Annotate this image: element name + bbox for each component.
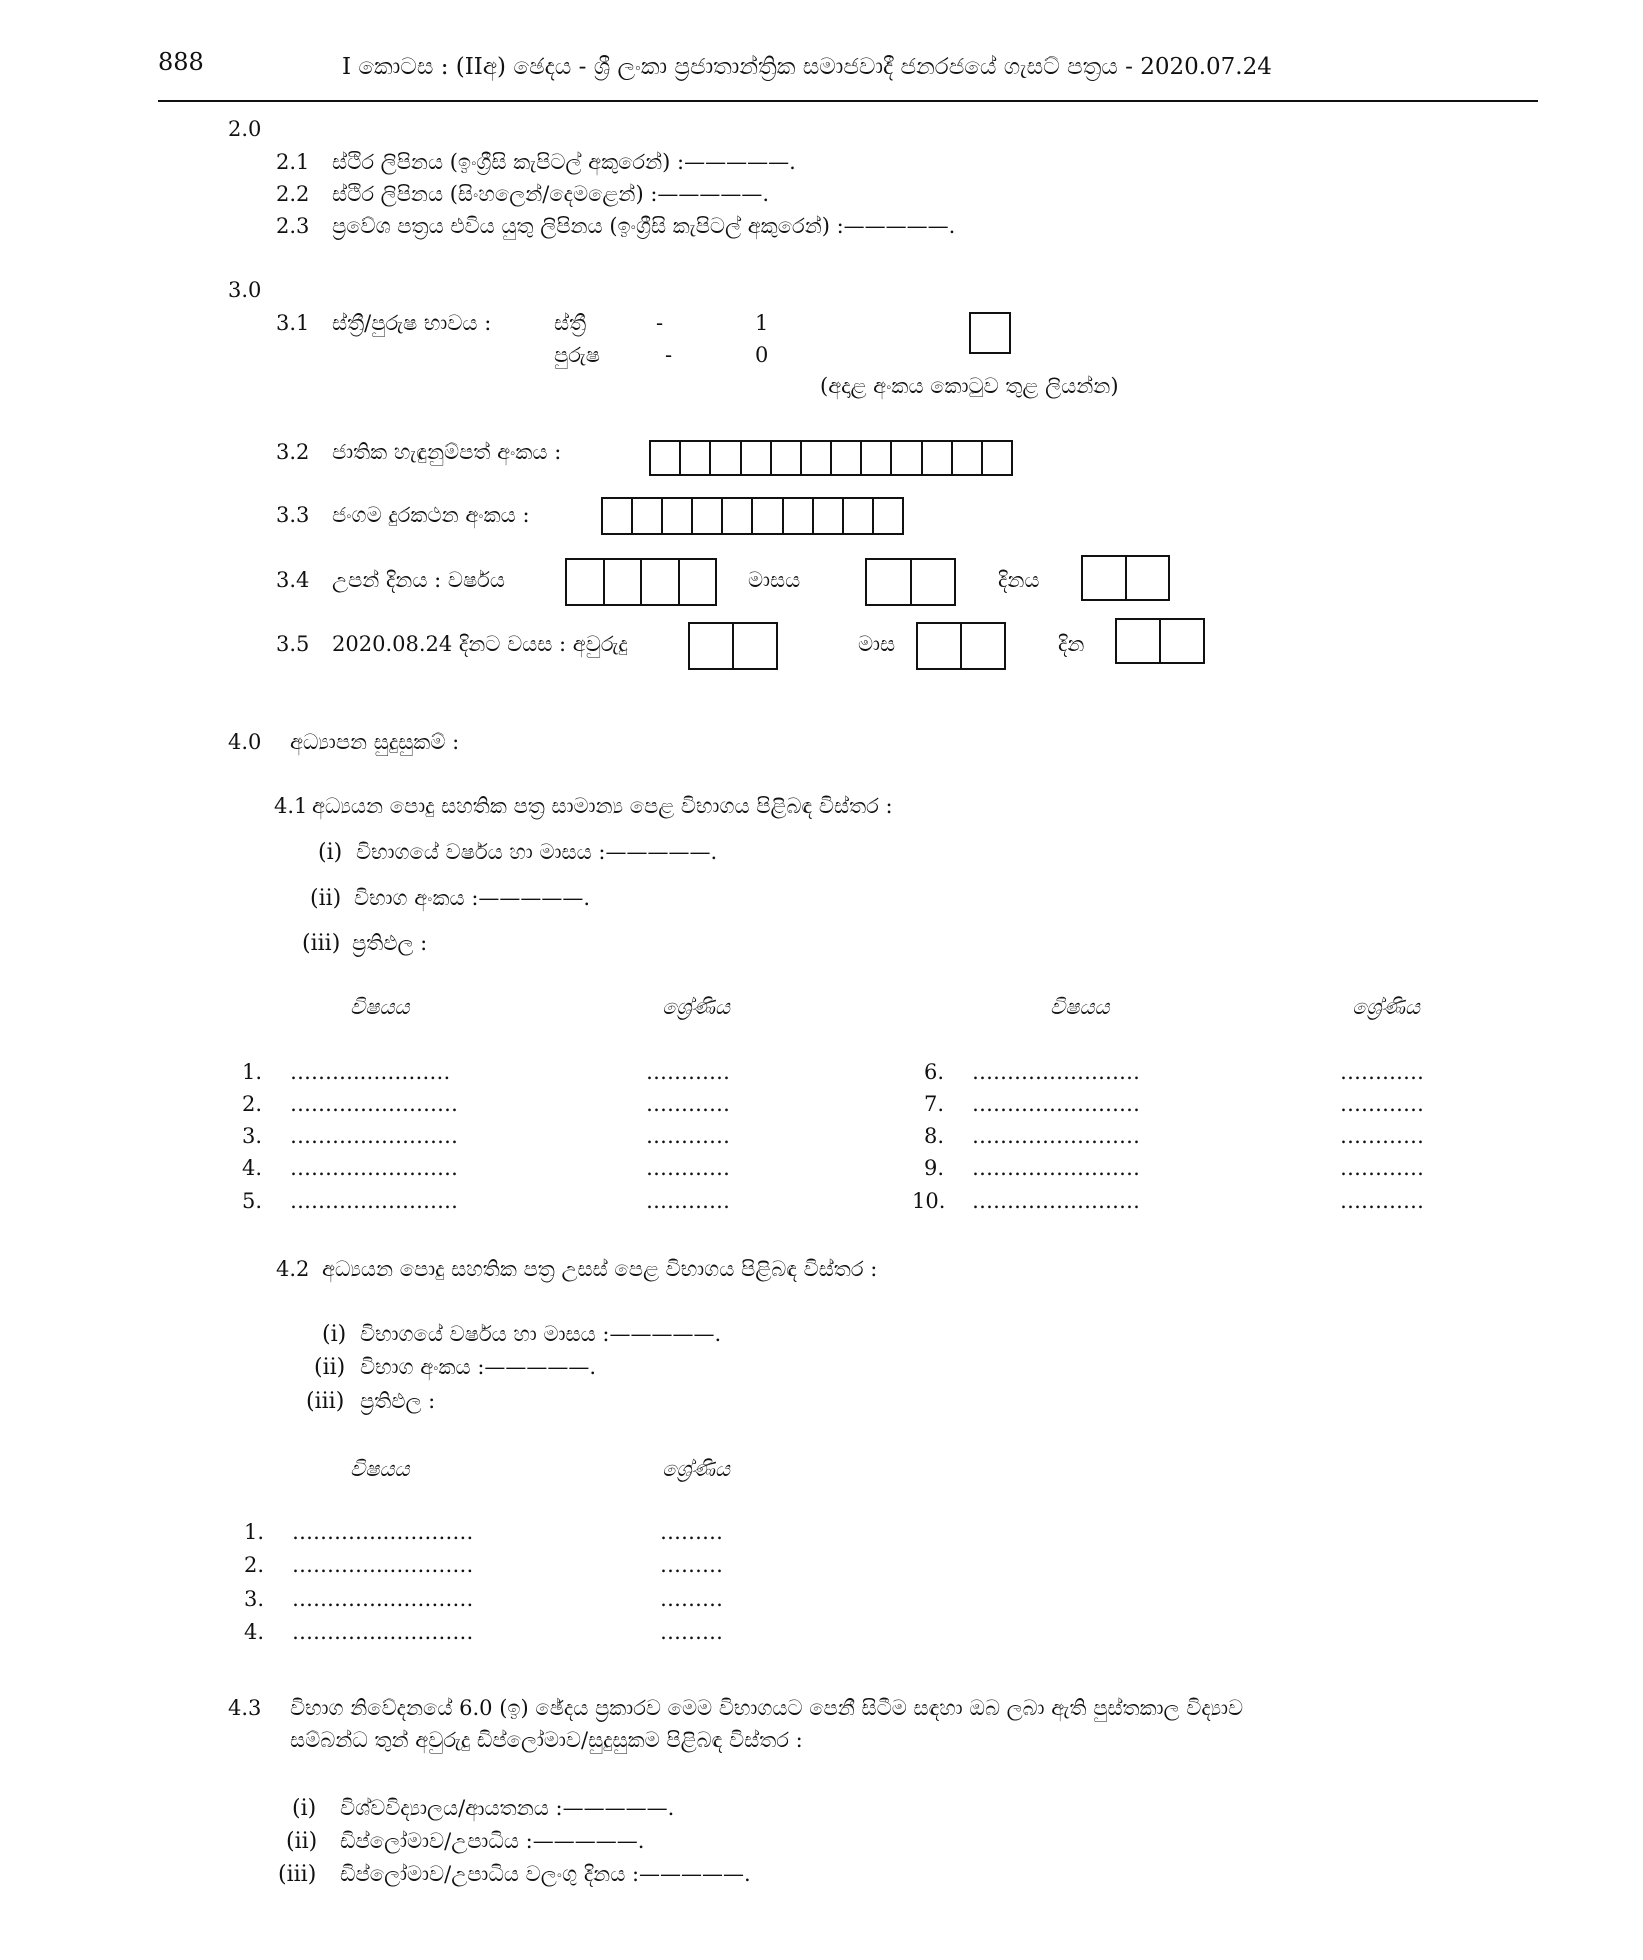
grade-field[interactable]: ……… (660, 1587, 723, 1611)
subject-field[interactable]: ………..………… (290, 1060, 451, 1084)
grade-field[interactable]: ……… (660, 1520, 723, 1544)
grade-field[interactable]: ………… (1340, 1060, 1424, 1084)
table-row-number: 2. (244, 1553, 265, 1577)
table-row-number: 3. (244, 1587, 265, 1611)
page-title: I කොටස : (IIඅ) ඡෙදය - ශ්‍රී ලංකා ප්‍රජාතාන්ත්‍රික සමාජවාදී ජනරජයේ ගැසට් පත්‍රය - 2020.07.24 (342, 54, 1272, 80)
table-row-number: 4. (244, 1620, 265, 1644)
al-exam-index: විභාග අංකය :—————. (360, 1355, 597, 1379)
item-4-3-number: 4.3 (228, 1696, 262, 1720)
table-row-number: 1. (242, 1060, 263, 1084)
gender-male-dash: - (665, 343, 673, 367)
subject-field[interactable]: …………………… (290, 1092, 458, 1116)
ol-col-subject-right: විෂයය (1050, 995, 1110, 1019)
diploma-description-line-1: විභාග නිවේදනයේ 6.0 (ඉ) ඡේදය ප්‍රකාරව මෙම විභාගයට පෙනී සිටීම සඳහා ඔබ ලබා ඇති පුස්තකාල විද්‍යාව (290, 1696, 1244, 1720)
table-row-number: 7. (924, 1092, 945, 1116)
al-item-iii-number: (iii) (306, 1389, 345, 1414)
al-exam-year-month: විභාගයේ වර්ෂය හා මාසය :—————. (360, 1322, 722, 1346)
header-rule (158, 100, 1538, 102)
admission-card-address: ප්‍රවේශ පත්‍රය එවිය යුතු ලිපිනය (ඉංග්‍රීසි කැපිටල් අකුරෙන්) :—————. (332, 214, 956, 238)
gender-male-code: 0 (755, 343, 769, 367)
subject-field[interactable]: …………………… (290, 1156, 458, 1180)
grade-field[interactable]: ………… (646, 1124, 730, 1148)
al-exam-title: අධ්‍යයන පොදු සහතික පත්‍ර උසස් පෙළ විභාගය පිළිබඳ විස්තර : (322, 1257, 878, 1281)
grade-field[interactable]: ………… (646, 1189, 730, 1213)
diploma-item-i-number: (i) (292, 1796, 317, 1821)
table-row-number: 8. (924, 1124, 945, 1148)
item-2-2-number: 2.2 (276, 182, 310, 206)
subject-field[interactable]: …………………… (972, 1124, 1140, 1148)
grade-field[interactable]: ………… (1340, 1189, 1424, 1213)
item-3-4-number: 3.4 (276, 568, 310, 592)
gender-input-box[interactable] (969, 312, 1011, 354)
grade-field[interactable]: ………… (1340, 1092, 1424, 1116)
grade-field[interactable]: ………… (1340, 1156, 1424, 1180)
ol-col-grade-right: ශ්‍රේණිය (1352, 995, 1420, 1019)
dob-year-label: උපන් දිනය : වර්ෂය (332, 568, 505, 592)
age-years-boxes[interactable] (688, 622, 778, 670)
item-3-1-number: 3.1 (276, 311, 310, 335)
age-days-boxes[interactable] (1115, 618, 1205, 664)
subject-field[interactable]: …………………… (972, 1060, 1140, 1084)
diploma-effective-date: ඩිප්ලෝමාව/උපාධිය වලංගු දිනය :—————. (340, 1862, 751, 1886)
al-item-ii-number: (ii) (314, 1355, 346, 1380)
dob-day-boxes[interactable] (1081, 555, 1170, 601)
ol-exam-title: අධ්‍යයන පොදු සහතික පත්‍ර සාමාන්‍ය පෙළ විභාගය පිළිබඳ විස්තර : (312, 794, 893, 818)
dob-year-boxes[interactable] (565, 558, 717, 606)
table-row-number: 1. (244, 1520, 265, 1544)
ol-results-label: ප්‍රතිඵල : (352, 931, 428, 955)
education-qualifications-title: අධ්‍යාපන සුදුසුකම් : (290, 730, 460, 754)
al-results-label: ප්‍රතිඵල : (360, 1389, 436, 1413)
subject-field[interactable]: …………..………… (292, 1520, 474, 1544)
dob-month-boxes[interactable] (865, 558, 956, 606)
section-2-number: 2.0 (228, 117, 262, 141)
grade-field[interactable]: ………… (1340, 1124, 1424, 1148)
ol-col-subject-left: විෂයය (350, 995, 410, 1019)
section-4-number: 4.0 (228, 730, 262, 754)
ol-col-grade-left: ශ්‍රේණිය (662, 995, 730, 1019)
diploma-item-iii-number: (iii) (278, 1862, 317, 1887)
grade-field[interactable]: ………… (646, 1092, 730, 1116)
gender-female-code: 1 (755, 311, 769, 335)
gender-male-label: පුරුෂ (554, 343, 600, 367)
table-row-number: 3. (242, 1124, 263, 1148)
grade-field[interactable]: ……… (660, 1620, 723, 1644)
age-days-label: දින (1058, 632, 1085, 656)
table-row-number: 2. (242, 1092, 263, 1116)
subject-field[interactable]: …………………… (290, 1124, 458, 1148)
item-4-1-number: 4.1 (274, 794, 308, 818)
grade-field[interactable]: ………… (646, 1156, 730, 1180)
gender-female-label: ස්ත්‍රී (554, 311, 587, 335)
dob-month-label: මාසය (748, 568, 801, 592)
dob-day-label: දිනය (998, 568, 1040, 592)
table-row-number: 5. (242, 1189, 263, 1213)
table-row-number: 9. (924, 1156, 945, 1180)
item-3-2-number: 3.2 (276, 440, 310, 464)
grade-field[interactable]: ………… (646, 1060, 730, 1084)
diploma-degree: ඩිප්ලෝමාව/උපාධිය :—————. (340, 1829, 645, 1853)
ol-exam-index: විභාග අංකය :—————. (354, 886, 591, 910)
diploma-university-institute: විශ්වවිද්‍යාලය/ආයතනය :—————. (340, 1796, 675, 1820)
age-years-label: 2020.08.24 දිනට වයස : අවුරුදු (332, 632, 628, 656)
ol-exam-year-month: විභාගයේ වර්ෂය හා මාසය :—————. (356, 840, 718, 864)
permanent-address-sinhala-tamil: ස්ථිර ලිපිනය (සිංහලෙන්/දෙමළෙන්) :—————. (332, 182, 770, 206)
subject-field[interactable]: …………..………… (292, 1553, 474, 1577)
age-months-boxes[interactable] (916, 622, 1006, 670)
grade-field[interactable]: ……… (660, 1553, 723, 1577)
page-number: 888 (158, 48, 204, 76)
ol-item-ii-number: (ii) (310, 886, 342, 911)
item-3-5-number: 3.5 (276, 632, 310, 656)
diploma-description-line-2: සම්බන්ධ තුන් අවුරුදු ඩිප්ලෝමාව/සුදුසුකම පිළිබඳ විස්තර : (290, 1728, 803, 1752)
al-item-i-number: (i) (322, 1322, 347, 1347)
subject-field[interactable]: …………………… (972, 1092, 1140, 1116)
diploma-item-ii-number: (ii) (286, 1829, 318, 1854)
nic-input-boxes[interactable] (649, 440, 1013, 476)
table-row-number: 10. (912, 1189, 946, 1213)
subject-field[interactable]: …………………… (972, 1189, 1140, 1213)
nic-label: ජාතික හැඳුනුම්පත් අංකය : (332, 440, 562, 464)
permanent-address-english: ස්ථිර ලිපිනය (ඉංග්‍රීසි කැපිටල් අකුරෙන්) :—————. (332, 150, 796, 174)
section-3-number: 3.0 (228, 278, 262, 302)
gender-instruction-note: (අදාළ අංකය කොටුව තුළ ලියන්න) (820, 374, 1119, 398)
mobile-input-boxes[interactable] (601, 497, 904, 535)
mobile-label: ජංගම දුරකථන අංකය : (332, 503, 530, 527)
table-row-number: 4. (242, 1156, 263, 1180)
ol-item-i-number: (i) (318, 840, 343, 865)
al-col-subject: විෂයය (350, 1457, 410, 1481)
subject-field[interactable]: …………..………… (292, 1620, 474, 1644)
ol-item-iii-number: (iii) (302, 931, 341, 956)
gender-female-dash: - (656, 311, 664, 335)
gender-label: ස්ත්‍රී/පුරුෂ භාවය : (332, 311, 492, 335)
age-months-label: මාස (858, 632, 896, 656)
subject-field[interactable]: …………………… (972, 1156, 1140, 1180)
item-3-3-number: 3.3 (276, 503, 310, 527)
item-4-2-number: 4.2 (276, 1257, 310, 1281)
subject-field[interactable]: …………..………… (292, 1587, 474, 1611)
al-col-grade: ශ්‍රේණිය (662, 1457, 730, 1481)
subject-field[interactable]: …………………… (290, 1189, 458, 1213)
table-row-number: 6. (924, 1060, 945, 1084)
item-2-3-number: 2.3 (276, 214, 310, 238)
item-2-1-number: 2.1 (276, 150, 310, 174)
